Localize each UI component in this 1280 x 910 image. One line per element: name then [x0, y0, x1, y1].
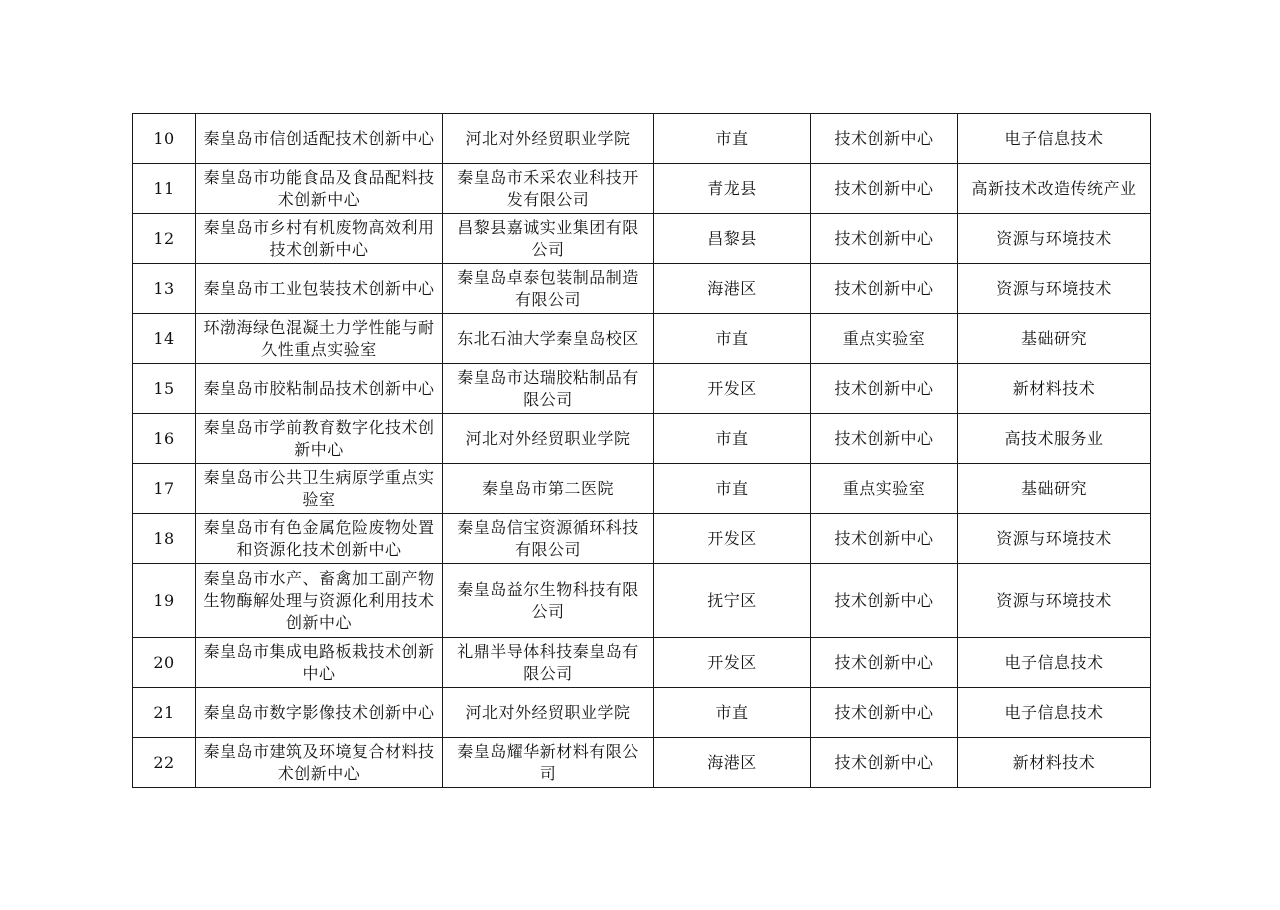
cell-host-unit	[443, 464, 654, 514]
tech-field-text: 资源与环境技术	[996, 228, 1112, 248]
table-row	[133, 214, 1151, 264]
tech-field-text: 电子信息技术	[1004, 128, 1104, 148]
cell-tech-field	[958, 314, 1151, 364]
cell-region: 昌黎县	[654, 214, 811, 264]
cell-platform-name	[196, 164, 443, 214]
host-unit-text: 秦皇岛市达瑞胶粘制品有限公司	[457, 367, 639, 409]
cell-row-number: 22	[133, 738, 196, 788]
cell-platform-name	[196, 564, 443, 638]
cell-tech-field	[958, 414, 1151, 464]
platform-name-text: 秦皇岛市有色金属危险废物处置和资源化技术创新中心	[203, 517, 435, 559]
cell-region: 市直	[654, 688, 811, 738]
cell-row-number: 17	[133, 464, 196, 514]
cell-region: 开发区	[654, 364, 811, 414]
cell-platform-type: 重点实验室	[811, 314, 958, 364]
cell-row-number: 20	[133, 638, 196, 688]
cell-platform-name	[196, 364, 443, 414]
cell-platform-type: 重点实验室	[811, 464, 958, 514]
platform-name-text: 秦皇岛市胶粘制品技术创新中心	[203, 378, 435, 398]
tech-field-text: 电子信息技术	[1004, 702, 1104, 722]
cell-platform-name	[196, 688, 443, 738]
cell-row-number: 21	[133, 688, 196, 738]
cell-region: 青龙县	[654, 164, 811, 214]
cell-region: 市直	[654, 414, 811, 464]
cell-host-unit	[443, 314, 654, 364]
table-row	[133, 414, 1151, 464]
cell-platform-type: 技术创新中心	[811, 564, 958, 638]
cell-region: 市直	[654, 464, 811, 514]
table-row	[133, 264, 1151, 314]
cell-host-unit	[443, 114, 654, 164]
platform-name-text: 环渤海绿色混凝土力学性能与耐久性重点实验室	[203, 317, 435, 359]
cell-tech-field	[958, 114, 1151, 164]
cell-tech-field	[958, 564, 1151, 638]
cell-tech-field	[958, 464, 1151, 514]
table-row	[133, 688, 1151, 738]
platform-name-text: 秦皇岛市公共卫生病原学重点实验室	[203, 467, 435, 509]
tech-field-text: 新材料技术	[1012, 752, 1096, 772]
table-row	[133, 638, 1151, 688]
cell-row-number: 13	[133, 264, 196, 314]
tech-field-text: 高技术服务业	[1004, 428, 1104, 448]
cell-host-unit	[443, 564, 654, 638]
host-unit-text: 河北对外经贸职业学院	[465, 428, 631, 448]
cell-tech-field	[958, 638, 1151, 688]
cell-platform-type: 技术创新中心	[811, 738, 958, 788]
cell-row-number: 10	[133, 114, 196, 164]
host-unit-text: 秦皇岛信宝资源循环科技有限公司	[457, 517, 639, 559]
cell-platform-name	[196, 314, 443, 364]
cell-platform-type: 技术创新中心	[811, 638, 958, 688]
cell-platform-name	[196, 264, 443, 314]
tech-field-text: 基础研究	[1020, 328, 1087, 348]
host-unit-text: 河北对外经贸职业学院	[465, 128, 631, 148]
cell-host-unit	[443, 738, 654, 788]
cell-platform-type: 技术创新中心	[811, 364, 958, 414]
tech-field-text: 资源与环境技术	[996, 278, 1112, 298]
cell-platform-name	[196, 514, 443, 564]
platform-name-text: 秦皇岛市工业包装技术创新中心	[203, 278, 435, 298]
host-unit-text: 河北对外经贸职业学院	[465, 702, 631, 722]
cell-row-number: 14	[133, 314, 196, 364]
cell-row-number: 18	[133, 514, 196, 564]
cell-host-unit	[443, 164, 654, 214]
cell-platform-type: 技术创新中心	[811, 688, 958, 738]
cell-host-unit	[443, 514, 654, 564]
table-row	[133, 364, 1151, 414]
table-body	[133, 114, 1151, 788]
cell-tech-field	[958, 738, 1151, 788]
cell-region: 海港区	[654, 738, 811, 788]
cell-row-number: 11	[133, 164, 196, 214]
platform-name-text: 秦皇岛市学前教育数字化技术创新中心	[203, 417, 435, 459]
table-row	[133, 564, 1151, 638]
cell-platform-name	[196, 638, 443, 688]
cell-tech-field	[958, 164, 1151, 214]
platform-name-text: 秦皇岛市信创适配技术创新中心	[203, 128, 435, 148]
cell-tech-field	[958, 514, 1151, 564]
table-row	[133, 738, 1151, 788]
cell-region: 开发区	[654, 514, 811, 564]
cell-host-unit	[443, 214, 654, 264]
cell-row-number: 12	[133, 214, 196, 264]
platform-name-text: 秦皇岛市建筑及环境复合材料技术创新中心	[203, 741, 435, 783]
cell-host-unit	[443, 264, 654, 314]
cell-region: 抚宁区	[654, 564, 811, 638]
table-row	[133, 464, 1151, 514]
tech-field-text: 电子信息技术	[1004, 652, 1104, 672]
cell-platform-name	[196, 738, 443, 788]
platform-list-table	[132, 113, 1151, 788]
cell-tech-field	[958, 214, 1151, 264]
cell-region: 市直	[654, 114, 811, 164]
platform-name-text: 秦皇岛市集成电路板栽技术创新中心	[203, 641, 435, 683]
cell-platform-type: 技术创新中心	[811, 164, 958, 214]
table-row	[133, 114, 1151, 164]
cell-platform-type: 技术创新中心	[811, 414, 958, 464]
cell-platform-type: 技术创新中心	[811, 114, 958, 164]
cell-host-unit	[443, 364, 654, 414]
tech-field-text: 高新技术改造传统产业	[971, 178, 1137, 198]
cell-host-unit	[443, 688, 654, 738]
tech-field-text: 资源与环境技术	[996, 528, 1112, 548]
cell-platform-type: 技术创新中心	[811, 214, 958, 264]
tech-field-text: 新材料技术	[1012, 378, 1096, 398]
cell-platform-name	[196, 114, 443, 164]
table-row	[133, 164, 1151, 214]
platform-name-text: 秦皇岛市数字影像技术创新中心	[203, 702, 435, 722]
host-unit-text: 东北石油大学秦皇岛校区	[457, 328, 639, 348]
platform-name-text: 秦皇岛市功能食品及食品配料技术创新中心	[203, 167, 435, 209]
cell-platform-name	[196, 414, 443, 464]
cell-row-number: 19	[133, 564, 196, 638]
host-unit-text: 秦皇岛市禾采农业科技开发有限公司	[457, 167, 639, 209]
host-unit-text: 秦皇岛耀华新材料有限公司	[457, 741, 639, 783]
host-unit-text: 昌黎县嘉诚实业集团有限公司	[457, 217, 639, 259]
host-unit-text: 礼鼎半导体科技秦皇岛有限公司	[457, 641, 639, 683]
cell-host-unit	[443, 638, 654, 688]
cell-host-unit	[443, 414, 654, 464]
cell-row-number: 16	[133, 414, 196, 464]
tech-field-text: 资源与环境技术	[996, 590, 1112, 610]
cell-platform-name	[196, 464, 443, 514]
cell-platform-name	[196, 214, 443, 264]
cell-region: 海港区	[654, 264, 811, 314]
cell-platform-type: 技术创新中心	[811, 264, 958, 314]
table-row	[133, 314, 1151, 364]
cell-tech-field	[958, 364, 1151, 414]
tech-field-text: 基础研究	[1020, 478, 1087, 498]
cell-region: 市直	[654, 314, 811, 364]
cell-tech-field	[958, 264, 1151, 314]
host-unit-text: 秦皇岛市第二医院	[481, 478, 614, 498]
cell-platform-type: 技术创新中心	[811, 514, 958, 564]
platform-name-text: 秦皇岛市水产、畜禽加工副产物生物酶解处理与资源化利用技术创新中心	[203, 568, 435, 632]
host-unit-text: 秦皇岛卓泰包装制品制造有限公司	[457, 267, 639, 309]
platform-name-text: 秦皇岛市乡村有机废物高效利用技术创新中心	[203, 217, 435, 259]
cell-region: 开发区	[654, 638, 811, 688]
table-row	[133, 514, 1151, 564]
cell-row-number: 15	[133, 364, 196, 414]
cell-tech-field	[958, 688, 1151, 738]
host-unit-text: 秦皇岛益尔生物科技有限公司	[457, 579, 639, 621]
